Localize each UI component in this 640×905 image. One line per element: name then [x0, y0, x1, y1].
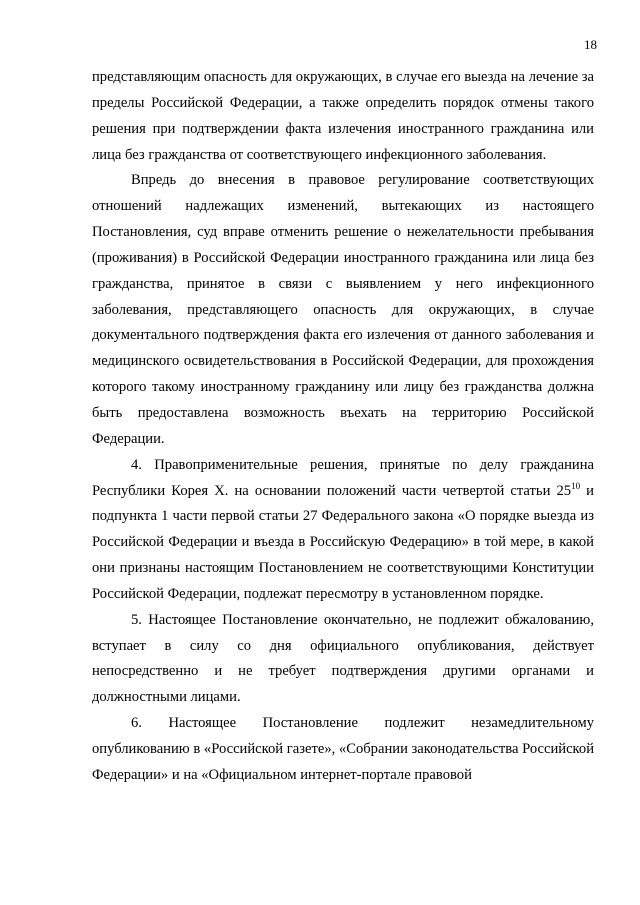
paragraph-continued: представляющим опасность для окружающих, в случае его выезда на лечение за пределы Российской Федерации, а также определить порядок отмены такого решения при подтверждении факта излечения иностранного гражданина или лица без гражданства от соответствующего инфекционного заболевания. [92, 69, 594, 163]
paragraph-interim-measure: Впредь до внесения в правовое регулирование соответствующих отношений надлежащих изменений, вытекающих из настоящего Постановления, суд вправе отменить решение о нежелательности пребывания (проживания) в Российской Федерации иностранного гражданина или лица без гражданства, принятое в связи с выявлением у него инфекционного заболевания, представляющего опасность для окружающих, в случае документального подтверждения факта его излечения от данного заболевания и медицинского освидетельствования в Российской Федерации, для прохождения которого такому иностранному гражданину или лицу без гражданства должна быть предоставлена возможность въехать на территорию Российской Федерации. [92, 172, 594, 447]
paragraph-item-4 [92, 453, 594, 608]
document-body [92, 65, 594, 789]
paragraph-item-6: 6. Настоящее Постановление подлежит незамедлительному опубликованию в «Российской газете», «Собрании законодательства Российской Федерации» и на «Официальном интернет-портале правовой [92, 715, 595, 783]
article-superscript: 10 [571, 480, 581, 491]
paragraph-item-5: 5. Настоящее Постановление окончательно, не подлежит обжалованию, вступает в силу со дня официального опубликования, действует непосредственно и не требует подтверждения другими органами и должностными лицами. [92, 611, 594, 706]
page-number: 18 [584, 37, 597, 52]
paragraph-item-4-text-before: 4. Правоприменительные решения, принятые по делу гражданина Республики Корея Х. на основании положений части четвертой статьи 25 [92, 456, 594, 499]
paragraph-item-4-text-after: и подпункта 1 части первой статьи 27 Федерального закона «О порядке выезда из Российской Федерации и въезда в Российскую Федерацию» в той мере, в какой они признаны настоящим Постановлением не соответствующими Конституции Российской Федерации, подлежат пересмотру в установленном порядке. [92, 482, 594, 602]
